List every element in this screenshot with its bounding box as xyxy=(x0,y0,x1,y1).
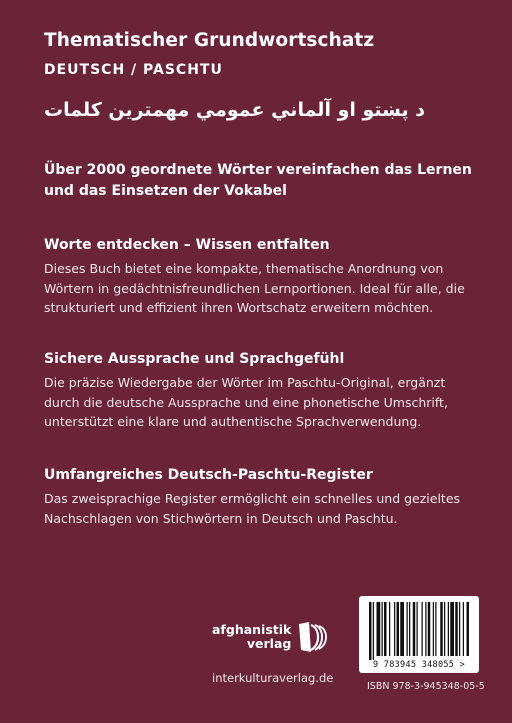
section-heading: Umfangreiches Deutsch-Paschtu-Register xyxy=(44,467,373,483)
section-pronunciation xyxy=(44,350,484,432)
arabic-title: د پښتو او آلماني عمومي مهمترین کلمات xyxy=(44,99,426,121)
page-subtitle: DEUTSCH / PASCHTU xyxy=(44,62,223,78)
page-title: Thematischer Grundwortschatz xyxy=(44,30,375,51)
section-heading: Worte entdecken – Wissen entfalten xyxy=(44,237,330,253)
publisher-line2: verlag xyxy=(246,636,292,651)
section-heading: Sichere Aussprache und Sprachgefühl xyxy=(44,351,345,367)
isbn-label: ISBN 978-3-945348-05-5 xyxy=(367,681,485,692)
book-pages-icon xyxy=(297,620,327,654)
section-register xyxy=(44,466,484,528)
publisher-name xyxy=(212,623,291,651)
barcode-bars xyxy=(359,596,479,662)
publisher-logo xyxy=(212,620,327,654)
section-body: Dieses Buch bietet eine kompakte, thematische Anordnung von Wörtern in gedächtnisfreundlichen Lernportionen. Ideal für alle, die strukturiert und effizient ihren Wortschatz erweitern möchten. xyxy=(44,261,465,315)
barcode xyxy=(359,596,479,673)
section-body: Die präzise Wiedergabe der Wörter im Paschtu-Original, ergänzt durch die deutsche Aussprache und eine phonetische Umschrift, unterstützt eine klare und authentische Sprachverwendung. xyxy=(44,375,448,429)
section-body: Das zweisprachige Register ermöglicht ein schnelles und gezieltes Nachschlagen von Stichwörtern in Deutsch und Paschtu. xyxy=(44,491,461,526)
section-discover xyxy=(44,236,484,318)
publisher-line1: afghanistik xyxy=(212,622,292,637)
barcode-digits: 9 783945 348055 > xyxy=(372,660,466,670)
tagline: Über 2000 geordnete Wörter vereinfachen das Lernen und das Einsetzen der Vokabel xyxy=(44,162,472,199)
publisher-url: interkulturaverlag.de xyxy=(212,671,334,685)
